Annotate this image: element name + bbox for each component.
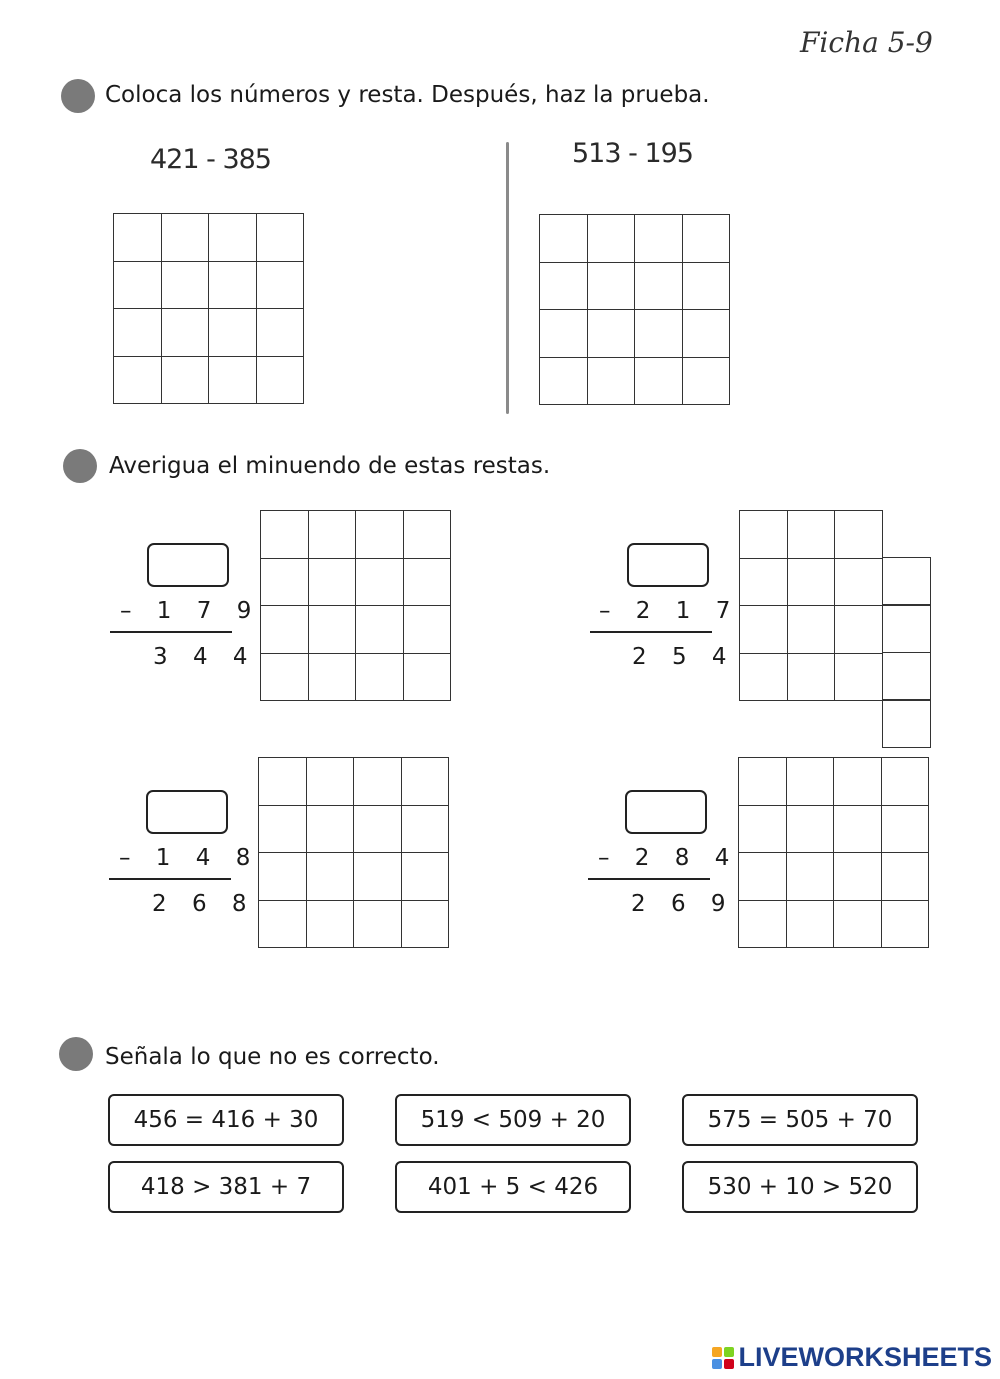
grid-cell[interactable] — [404, 606, 452, 654]
exercise-3-bullet — [59, 1037, 93, 1071]
grid-cell[interactable] — [740, 654, 788, 702]
subtrahend-4: – 2 8 4 — [598, 845, 739, 871]
grid-cell[interactable] — [259, 806, 307, 854]
problem-4-grid — [738, 757, 929, 948]
grid-cell[interactable] — [259, 758, 307, 806]
grid-cell[interactable] — [209, 262, 257, 310]
grid-cell[interactable] — [882, 806, 930, 854]
grid-cell[interactable] — [402, 853, 450, 901]
grid-cell[interactable] — [683, 215, 731, 263]
statement-option-5[interactable]: 401 + 5 < 426 — [395, 1161, 631, 1213]
logo-mark-icon — [712, 1347, 734, 1369]
logo-text: LIVEWORKSHEETS — [738, 1342, 992, 1372]
logo-square-4 — [724, 1359, 734, 1369]
grid-cell[interactable] — [635, 215, 683, 263]
grid-cell[interactable] — [740, 559, 788, 607]
grid-cell[interactable] — [683, 310, 731, 358]
grid-cell[interactable] — [588, 263, 636, 311]
grid-cell[interactable] — [788, 511, 836, 559]
grid-cell[interactable] — [354, 806, 402, 854]
grid-cell[interactable] — [883, 557, 931, 606]
exercise-3-instruction: Señala lo que no es correcto. — [105, 1044, 440, 1070]
logo-square-1 — [712, 1347, 722, 1357]
grid-cell[interactable] — [882, 901, 930, 949]
grid-cell[interactable] — [162, 262, 210, 310]
statement-option-3[interactable]: 575 = 505 + 70 — [682, 1094, 918, 1146]
grid-cell[interactable] — [787, 901, 835, 949]
grid-cell[interactable] — [309, 606, 357, 654]
grid-cell[interactable] — [835, 654, 883, 702]
grid-cell[interactable] — [259, 853, 307, 901]
grid-cell[interactable] — [261, 559, 309, 607]
grid-cell[interactable] — [787, 758, 835, 806]
grid-cell[interactable] — [739, 853, 787, 901]
grid-cell[interactable] — [788, 559, 836, 607]
grid-cell[interactable] — [834, 901, 882, 949]
operation-2-expression: 513 - 195 — [572, 138, 693, 169]
grid-cell[interactable] — [114, 214, 162, 262]
grid-cell[interactable] — [835, 559, 883, 607]
grid-cell[interactable] — [740, 606, 788, 654]
grid-cell[interactable] — [307, 806, 355, 854]
grid-cell[interactable] — [354, 853, 402, 901]
grid-cell[interactable] — [739, 901, 787, 949]
grid-cell[interactable] — [307, 853, 355, 901]
grid-cell[interactable] — [788, 606, 836, 654]
logo-square-3 — [712, 1359, 722, 1369]
grid-cell[interactable] — [257, 214, 305, 262]
grid-cell[interactable] — [540, 215, 588, 263]
grid-cell[interactable] — [740, 511, 788, 559]
grid-cell[interactable] — [356, 511, 404, 559]
exercise-2-bullet — [63, 449, 97, 483]
grid-cell[interactable] — [788, 654, 836, 702]
problem-2-extra-cells — [882, 558, 931, 748]
grid-cell[interactable] — [162, 357, 210, 405]
grid-cell[interactable] — [356, 654, 404, 702]
grid-cell[interactable] — [309, 654, 357, 702]
operation-line-3 — [109, 878, 231, 880]
grid-cell[interactable] — [787, 853, 835, 901]
grid-cell[interactable] — [259, 901, 307, 949]
grid-cell[interactable] — [404, 511, 452, 559]
exercise-1-instruction: Coloca los números y resta. Después, haz la prueba. — [105, 82, 710, 108]
operation-2-grid — [539, 214, 730, 405]
grid-cell[interactable] — [835, 511, 883, 559]
grid-cell[interactable] — [588, 358, 636, 406]
grid-cell[interactable] — [404, 559, 452, 607]
grid-cell[interactable] — [739, 806, 787, 854]
grid-cell[interactable] — [354, 758, 402, 806]
minuend-input-2[interactable] — [627, 543, 709, 587]
liveworksheets-logo — [712, 1342, 992, 1373]
grid-cell[interactable] — [307, 901, 355, 949]
problem-1-grid — [260, 510, 451, 701]
difference-2: 2 5 4 — [632, 644, 736, 670]
grid-cell[interactable] — [883, 699, 931, 748]
grid-cell[interactable] — [257, 309, 305, 357]
grid-cell[interactable] — [635, 358, 683, 406]
grid-cell[interactable] — [834, 758, 882, 806]
grid-cell[interactable] — [834, 806, 882, 854]
grid-cell[interactable] — [787, 806, 835, 854]
grid-cell[interactable] — [402, 901, 450, 949]
subtrahend-1: – 1 7 9 — [120, 598, 261, 624]
grid-cell[interactable] — [162, 214, 210, 262]
grid-cell[interactable] — [683, 263, 731, 311]
grid-cell[interactable] — [257, 262, 305, 310]
grid-cell[interactable] — [882, 758, 930, 806]
grid-cell[interactable] — [882, 853, 930, 901]
grid-cell[interactable] — [739, 758, 787, 806]
grid-cell[interactable] — [309, 559, 357, 607]
grid-cell[interactable] — [540, 263, 588, 311]
difference-3: 2 6 8 — [152, 891, 256, 917]
minuend-input-4[interactable] — [625, 790, 707, 834]
statement-option-2[interactable]: 519 < 509 + 20 — [395, 1094, 631, 1146]
operation-1-grid — [113, 213, 304, 404]
operation-line-1 — [110, 631, 232, 633]
grid-cell[interactable] — [540, 358, 588, 406]
grid-cell[interactable] — [309, 511, 357, 559]
problem-2-grid — [739, 510, 883, 701]
grid-cell[interactable] — [635, 310, 683, 358]
grid-cell[interactable] — [114, 262, 162, 310]
minuend-input-3[interactable] — [146, 790, 228, 834]
subtrahend-2: – 2 1 7 — [599, 598, 740, 624]
statement-option-6[interactable]: 530 + 10 > 520 — [682, 1161, 918, 1213]
grid-cell[interactable] — [635, 263, 683, 311]
grid-cell[interactable] — [261, 654, 309, 702]
grid-cell[interactable] — [307, 758, 355, 806]
grid-cell[interactable] — [356, 606, 404, 654]
exercise-1-bullet — [61, 79, 95, 113]
grid-cell[interactable] — [209, 214, 257, 262]
statement-option-4[interactable]: 418 > 381 + 7 — [108, 1161, 344, 1213]
problem-3-grid — [258, 757, 449, 948]
grid-cell[interactable] — [162, 309, 210, 357]
statement-option-1[interactable]: 456 = 416 + 30 — [108, 1094, 344, 1146]
operation-line-4 — [588, 878, 710, 880]
grid-cell[interactable] — [261, 511, 309, 559]
operation-1-expression: 421 - 385 — [150, 144, 271, 175]
exercise-2-instruction: Averigua el minuendo de estas restas. — [109, 453, 551, 479]
grid-cell[interactable] — [588, 310, 636, 358]
logo-square-2 — [724, 1347, 734, 1357]
column-divider — [506, 142, 509, 414]
grid-cell[interactable] — [114, 309, 162, 357]
grid-cell[interactable] — [834, 853, 882, 901]
grid-cell[interactable] — [835, 606, 883, 654]
subtrahend-3: – 1 4 8 — [119, 845, 260, 871]
difference-1: 3 4 4 — [153, 644, 257, 670]
sheet-id: Ficha 5-9 — [800, 26, 933, 59]
grid-cell[interactable] — [402, 758, 450, 806]
grid-cell[interactable] — [883, 652, 931, 701]
grid-cell[interactable] — [209, 357, 257, 405]
grid-cell[interactable] — [588, 215, 636, 263]
grid-cell[interactable] — [356, 559, 404, 607]
grid-cell[interactable] — [402, 806, 450, 854]
minuend-input-1[interactable] — [147, 543, 229, 587]
grid-cell[interactable] — [257, 357, 305, 405]
grid-cell[interactable] — [883, 604, 931, 653]
grid-cell[interactable] — [114, 357, 162, 405]
difference-4: 2 6 9 — [631, 891, 735, 917]
grid-cell[interactable] — [404, 654, 452, 702]
operation-line-2 — [590, 631, 712, 633]
grid-cell[interactable] — [683, 358, 731, 406]
grid-cell[interactable] — [354, 901, 402, 949]
grid-cell[interactable] — [540, 310, 588, 358]
grid-cell[interactable] — [261, 606, 309, 654]
grid-cell[interactable] — [209, 309, 257, 357]
